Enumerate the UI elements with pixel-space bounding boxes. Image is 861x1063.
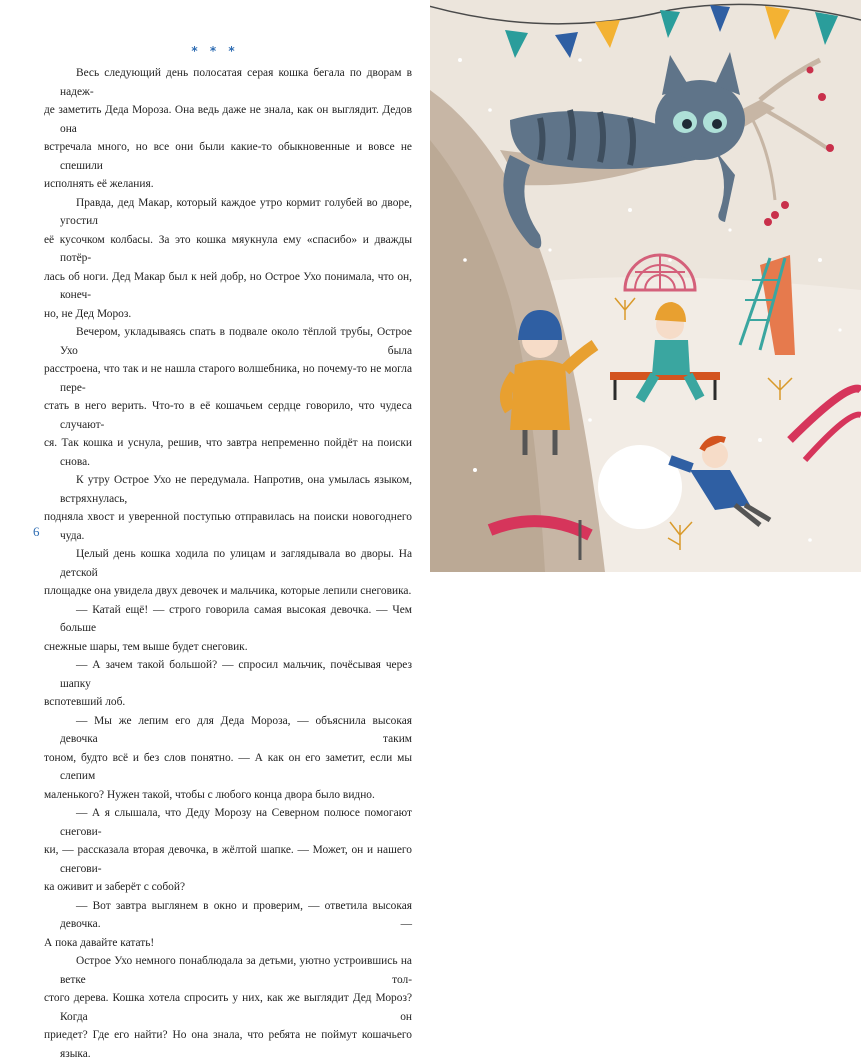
- paragraph: [44, 194, 412, 324]
- text-line: исполнять её желания.: [44, 178, 154, 190]
- text-line: — Мы же лепим его для Деда Мороза, — объяснила высокая девочка таким: [60, 714, 412, 745]
- text-line: её кусочком колбасы. За это кошка мяукнула ему «спасибо» и дважды потёр-: [44, 233, 412, 264]
- text-line: приедет? Где его найти? Но она знала, что ребята не поймут кошачьего языка.: [44, 1029, 412, 1060]
- paragraph: [44, 471, 412, 545]
- text-line: К утру Острое Ухо не передумала. Напротив, она умылась языком, встряхнулась,: [60, 474, 412, 505]
- text-line: расстроена, что так и не нашла старого волшебника, но почему-то не могла пере-: [44, 363, 412, 394]
- page-bottom-margin: [430, 572, 861, 590]
- text-line: лась об ноги. Дед Макар был к ней добр, но Острое Ухо понимала, что он, конеч-: [44, 270, 412, 301]
- snowball-icon: [598, 445, 682, 529]
- paragraph: [44, 545, 412, 601]
- text-line: — А я слышала, что Деду Морозу на Северном полюсе помогают снегови-: [60, 807, 412, 838]
- paragraph: [44, 804, 412, 897]
- text-line: — Вот завтра выглянем в окно и проверим, — ответила высокая девочка. —: [60, 899, 412, 930]
- illustration-page: [430, 0, 861, 572]
- text-line: — А зачем такой большой? — спросил мальчик, почёсывая через шапку: [60, 659, 412, 690]
- text-line: подняла хвост и уверенной поступью отправилась на поиски новогоднего чуда.: [44, 511, 412, 542]
- text-line: Целый день кошка ходила по улицам и заглядывала во дворы. На детской: [60, 548, 412, 579]
- text-line: ся. Так кошка и уснула, решив, что завтра непременно пойдёт на поиски снова.: [44, 437, 412, 468]
- text-line: Вечером, укладываясь спать в подвале около тёплой трубы, Острое Ухо была: [60, 326, 412, 357]
- text-line: ки, — рассказала вторая девочка, в жёлтой шапке. — Может, он и нашего снегови-: [44, 844, 412, 875]
- text-line: Острое Ухо немного понаблюдала за детьми, уютно устроившись на ветке тол-: [60, 955, 412, 986]
- paragraph: [44, 897, 412, 953]
- text-line: Правда, дед Макар, который каждое утро кормит голубей во дворе, угостил: [60, 196, 412, 227]
- text-line: — Катай ещё! — строго говорила самая высокая девочка. — Чем больше: [60, 603, 412, 634]
- text-line: тоном, будто всё и без слов понятно. — А как он его заметит, если мы слепим: [44, 751, 412, 782]
- paragraph: [44, 952, 412, 1063]
- winter-scene-illustration: [430, 0, 861, 572]
- text-line: площадке она увидела двух девочек и мальчика, которые лепили снеговика.: [44, 585, 412, 597]
- section-separator: * * *: [191, 44, 239, 58]
- text-line: встречала много, но все они были какие-то обыкновенные и вовсе не спешили: [44, 141, 412, 172]
- paragraph: [44, 712, 412, 805]
- paragraph: [44, 64, 412, 194]
- page-number: 6: [33, 524, 40, 539]
- text-line: ка оживит и заберёт с собой?: [44, 881, 186, 893]
- paragraph: [44, 323, 412, 471]
- paragraph: [44, 656, 412, 712]
- text-line: но, не Дед Мороз.: [44, 307, 132, 320]
- text-line: маленького? Нужен такой, чтобы с любого конца двора было видно.: [44, 788, 375, 801]
- paragraph: [44, 601, 412, 657]
- text-line: вспотевший лоб.: [44, 696, 126, 708]
- text-line: А пока давайте катать!: [44, 936, 155, 949]
- text-line: Весь следующий день полосатая серая кошка бегала по дворам в надеж-: [60, 67, 412, 98]
- left-text-page: [0, 0, 430, 1060]
- text-line: стого дерева. Кошка хотела спросить у них, как же выглядит Дед Мороз? Когда он: [44, 992, 412, 1023]
- text-line: де заметить Деда Мороза. Она ведь даже не знала, как он выглядит. Дедов она: [44, 104, 412, 135]
- text-line: снежные шары, тем выше будет снеговик.: [44, 640, 248, 653]
- story-text: [44, 64, 412, 1063]
- text-line: стать в него верить. Что-то в её кошачьем сердце говорило, что чудеса случают-: [44, 400, 412, 431]
